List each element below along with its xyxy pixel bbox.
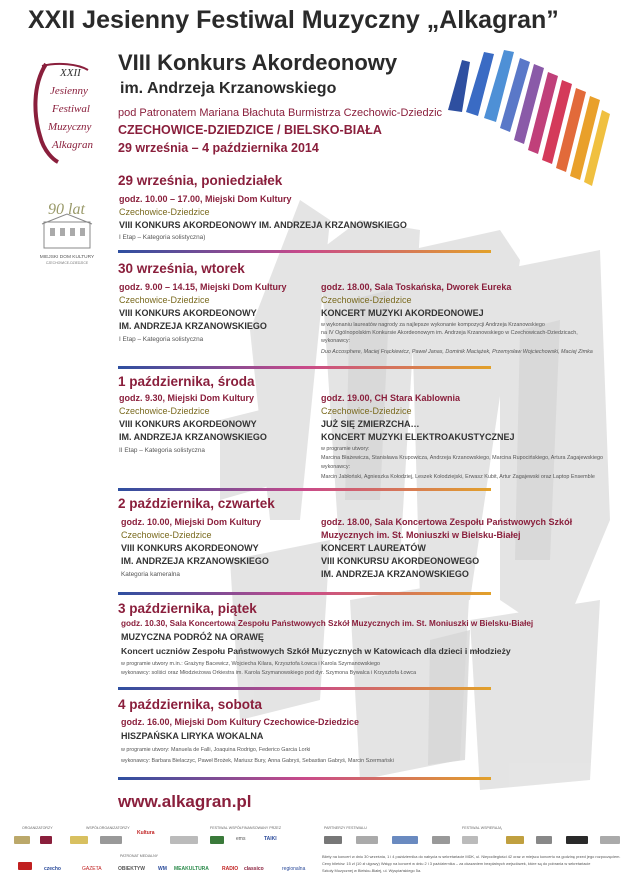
- day-1-title: 29 września, poniedziałek: [118, 173, 283, 188]
- svg-text:Alkagran: Alkagran: [52, 139, 93, 151]
- day-3-event-2-name-2: KONCERT MUZYKI ELEKTROAKUSTYCZNEJ: [321, 432, 515, 442]
- sponsor-logo: [18, 862, 32, 870]
- divider: [118, 592, 491, 595]
- day-2-event-2-name: KONCERT MUZYKI AKORDEONOWEJ: [321, 308, 484, 318]
- svg-text:90 lat: 90 lat: [48, 201, 85, 218]
- day-5-title: 3 października, piątek: [118, 601, 257, 616]
- sponsor-logo: [536, 836, 552, 844]
- svg-text:XXII: XXII: [60, 67, 81, 79]
- website-link[interactable]: www.alkagran.pl: [118, 792, 252, 811]
- day-2-event-1-name-1: VIII KONKURS AKORDEONOWY: [119, 308, 257, 318]
- svg-text:MIEJSKI DOM KULTURY: MIEJSKI DOM KULTURY: [39, 255, 95, 260]
- day-5-event-1-note-2: wykonawcy: soliści oraz Młodzieżowa Orkiestra im. Karola Szymanowskiego pod dyr. Szymona Bywalca i Krzysztofa Łowca: [121, 670, 417, 676]
- festival-logo: [28, 56, 110, 166]
- day-3-title: 1 października, środa: [118, 374, 255, 389]
- day-6-title: 4 października, sobota: [118, 697, 263, 712]
- svg-text:Festiwal: Festiwal: [52, 103, 90, 115]
- day-4-event-2-name-3: IM. ANDRZEJA KRZANOWSKIEGO: [321, 569, 469, 579]
- day-6-event-1-name: HISZPAŃSKA LIRYKA WOKALNA: [121, 731, 264, 741]
- day-3-event-2-note-1: w programie utwory:: [321, 446, 370, 452]
- label-partners: PARTNERZY FESTIWALU: [324, 826, 367, 830]
- day-4-title: 2 października, czwartek: [118, 496, 275, 511]
- sponsor-regionalna: regionalna: [282, 866, 306, 872]
- day-2-event-2-note-4: Duo Accosphere, Maciej Frąckiewicz, Paweł Janas, Dominik Maciążek, Przemysław Wojciechowski, Maciej Zimka: [321, 349, 593, 355]
- mdk-logo: [30, 196, 104, 268]
- day-4-event-1-note: Kategoria kameralna: [121, 571, 180, 578]
- sponsor-classic: classico: [244, 866, 264, 872]
- day-4-event-1-name-1: VIII KONKURS AKORDEONOWY: [121, 543, 259, 553]
- day-1-event-1-place: Czechowice-Dziedzice: [119, 207, 210, 217]
- sponsor-ems: ems: [236, 836, 246, 842]
- day-5-event-1-desc: Koncert uczniów Zespołu Państwowych Szkół Muzycznych w Katowicach dla dzieci i młodzieży: [121, 646, 511, 656]
- day-4-event-1-place: Czechowice-Dziedzice: [121, 530, 212, 540]
- sponsor-logo: [462, 836, 478, 844]
- day-4-event-2-name-2: VIII KONKURSU AKORDEONOWEGO: [321, 556, 480, 566]
- sponsor-czecho: czecho: [44, 866, 61, 872]
- day-4-event-1-time: godz. 10.00, Miejski Dom Kultury: [121, 517, 262, 527]
- day-4-event-2-place: Muzycznych im. St. Moniuszki w Bielsku-Białej: [321, 530, 521, 540]
- day-2-title: 30 września, wtorek: [118, 261, 245, 276]
- sponsor-logo: [392, 836, 418, 844]
- sponsor-logo: [506, 836, 524, 844]
- day-3-event-2-note-4: Marcin Jabłoński, Agnieszka Kołodziej, Leszek Kołodziejski, Erwasz Kubit, Artur Zagajewski oraz Laptop Ensemble: [321, 474, 595, 480]
- sponsor-obiektyw: OBIEKTYW: [118, 866, 145, 872]
- day-6-event-1-time: godz. 16.00, Miejski Dom Kultury Czechowice-Dziedzice: [121, 717, 360, 727]
- day-2-event-1-time: godz. 9.00 – 14.15, Miejski Dom Kultury: [119, 282, 287, 292]
- sponsor-logo: [70, 836, 88, 844]
- day-5-event-1-note-1: w programie utwory m.in.: Grażyny Bacewicz, Wojciecha Kilara, Krzysztofa Łowca i Karola Szymanowskiego: [121, 661, 381, 667]
- competition-title: VIII Konkurs Akordeonowy: [118, 50, 398, 75]
- day-4-event-2-name-1: KONCERT LAUREATÓW: [321, 543, 426, 553]
- ticket-info-2: Ceny biletów: 15 zł (10 zł ulgowy) Wstęp na koncert w dniu 2 i 3 października – za okazaniem bezpłatnych wejsciówek, które są do pobrania w sekretariacie: [322, 861, 591, 866]
- sponsor-logo: [600, 836, 620, 844]
- day-1-event-1-note: I Etap – Kategoria solistyczna): [119, 234, 206, 241]
- svg-text:CZECHOWICE-DZIEDZICE: CZECHOWICE-DZIEDZICE: [45, 261, 89, 265]
- day-3-event-1-name-2: IM. ANDRZEJA KRZANOWSKIEGO: [119, 432, 267, 442]
- day-5-event-1-name: MUZYCZNA PODRÓŻ NA ORAWĘ: [121, 632, 264, 642]
- day-6-event-1-note-2: wykonawcy: Barbara Bielaczyc, Paweł Brożek, Mariusz Bury, Anna Gabryś, Sebastian Gabryś, Marcin Szermański: [121, 758, 394, 764]
- svg-text:Muzyczny: Muzyczny: [48, 121, 92, 133]
- label-media: PATRONAT MEDIALNY: [120, 854, 159, 858]
- label-supporters: FESTIWAL WSPIERAJĄ: [462, 826, 502, 830]
- sponsor-meakultura: MEAKULTURA: [174, 866, 209, 872]
- label-cofinanced: FESTIWAL WSPÓŁFINANSOWANY PRZEZ: [210, 826, 282, 830]
- sponsors-strip: [0, 822, 635, 889]
- day-2-event-1-note: I Etap – Kategoria solistyczna: [119, 336, 204, 343]
- day-2-event-2-time: godz. 18.00, Sala Toskańska, Dworek Eureka: [321, 282, 512, 292]
- ticket-info-1: Bilety na koncert w dniu 30 września, 1 i 4 października do nabycia w sekretariacie MDK, ul. Niepodległości 42 oraz w miejscu koncertu na godzinę przed jego rozpoczęciem.: [322, 854, 621, 859]
- day-3-event-1-place: Czechowice-Dziedzice: [119, 406, 210, 416]
- day-1-event-1-name: VIII KONKURS AKORDEONOWY IM. ANDRZEJA KRZANOWSKIEGO: [119, 220, 407, 230]
- day-4-event-2-time: godz. 18.00, Sala Koncertowa Zespołu Państwowych Szkół: [321, 517, 573, 527]
- day-3-event-1-time: godz. 9.30, Miejski Dom Kultury: [119, 393, 255, 403]
- sponsor-logo: [40, 836, 52, 844]
- sponsor-logo: [170, 836, 198, 844]
- competition-patron-name: im. Andrzeja Krzanowskiego: [120, 80, 337, 97]
- day-5-event-1-time: godz. 10.30, Sala Koncertowa Zespołu Państwowych Szkół Muzycznych im. St. Moniuszki w Bielsku-Białej: [121, 619, 534, 628]
- label-organizers: ORGANIZATORZY: [22, 826, 53, 830]
- svg-text:Jesienny: Jesienny: [50, 85, 88, 97]
- day-3-event-1-note: II Etap – Kategoria solistyczna: [119, 447, 205, 454]
- sponsor-wm: WM: [158, 866, 167, 872]
- sponsor-kultura: Kultura: [137, 830, 155, 836]
- festival-title: XXII Jesienny Festiwal Muzyczny „Alkagran”: [28, 6, 559, 34]
- day-3-event-2-time: godz. 19.00, CH Stara Kablownia: [321, 393, 461, 403]
- sponsor-logo: [566, 836, 588, 844]
- day-3-event-2-note-3: wykonawcy:: [321, 464, 351, 470]
- day-2-event-2-note-3: wykonawcy:: [321, 338, 351, 344]
- day-2-event-1-place: Czechowice-Dziedzice: [119, 295, 210, 305]
- day-2-event-1-name-2: IM. ANDRZEJA KRZANOWSKIEGO: [119, 321, 267, 331]
- dates-line: 29 września – 4 października 2014: [118, 141, 319, 155]
- day-2-event-2-place: Czechowice-Dziedzice: [321, 295, 412, 305]
- patronage-line: pod Patronatem Mariana Błachuta Burmistrza Czechowic-Dziedzic: [118, 107, 443, 119]
- sponsor-logo: [432, 836, 450, 844]
- sponsor-gazeta: GAZETA: [82, 866, 102, 872]
- day-3-event-2-place: Czechowice-Dziedzice: [321, 406, 412, 416]
- divider: [118, 777, 491, 780]
- day-1-event-1-time: godz. 10.00 – 17.00, Miejski Dom Kultury: [119, 194, 292, 204]
- divider: [118, 687, 491, 690]
- day-3-event-2-name-1: JUŻ SIĘ ZMIERZCHA…: [321, 419, 420, 429]
- sponsor-logo: [324, 836, 342, 844]
- label-coorganizers: WSPÓŁORGANIZATORZY: [86, 826, 130, 830]
- sponsor-logo: [100, 836, 122, 844]
- day-2-event-2-note-1: w wykonaniu laureatów nagrody za najlepsze wykonanie kompozycji Andrzeja Krzanowskiego: [321, 322, 545, 328]
- ticket-info-3: Szkoły Muzycznej w Bielsku-Białej, ul. Wyspiańskiego 5a.: [322, 868, 422, 873]
- divider: [118, 250, 491, 253]
- sponsor-logo: [14, 836, 30, 844]
- sponsor-taiki: TAIKI: [264, 836, 277, 842]
- sponsor-logo: [356, 836, 378, 844]
- day-6-event-1-note-1: w programie utwory: Manuela de Falli, Joaquina Rodrigo, Federico Garcia Lorki: [121, 747, 311, 753]
- day-2-event-2-note-2: na IV Ogólnopolskim Konkursie Akordeonowym im. Andrzeja Krzanowskiego w Czechowicach-Dziedzicach,: [321, 330, 578, 336]
- divider: [118, 366, 491, 369]
- cities-line: CZECHOWICE-DZIEDZICE / BIELSKO-BIAŁA: [118, 123, 382, 137]
- sponsor-logo: [210, 836, 224, 844]
- day-4-event-1-name-2: IM. ANDRZEJA KRZANOWSKIEGO: [121, 556, 269, 566]
- sponsor-radio: RADIO: [222, 866, 239, 872]
- divider: [118, 488, 491, 491]
- day-3-event-2-note-2: Marcina Błażewicza, Stanisława Krupowicza, Andrzeja Krzanowskiego, Marcina Rupocińskiego, Artura Zagajewskiego: [321, 455, 603, 461]
- day-3-event-1-name-1: VIII KONKURS AKORDEONOWY: [119, 419, 257, 429]
